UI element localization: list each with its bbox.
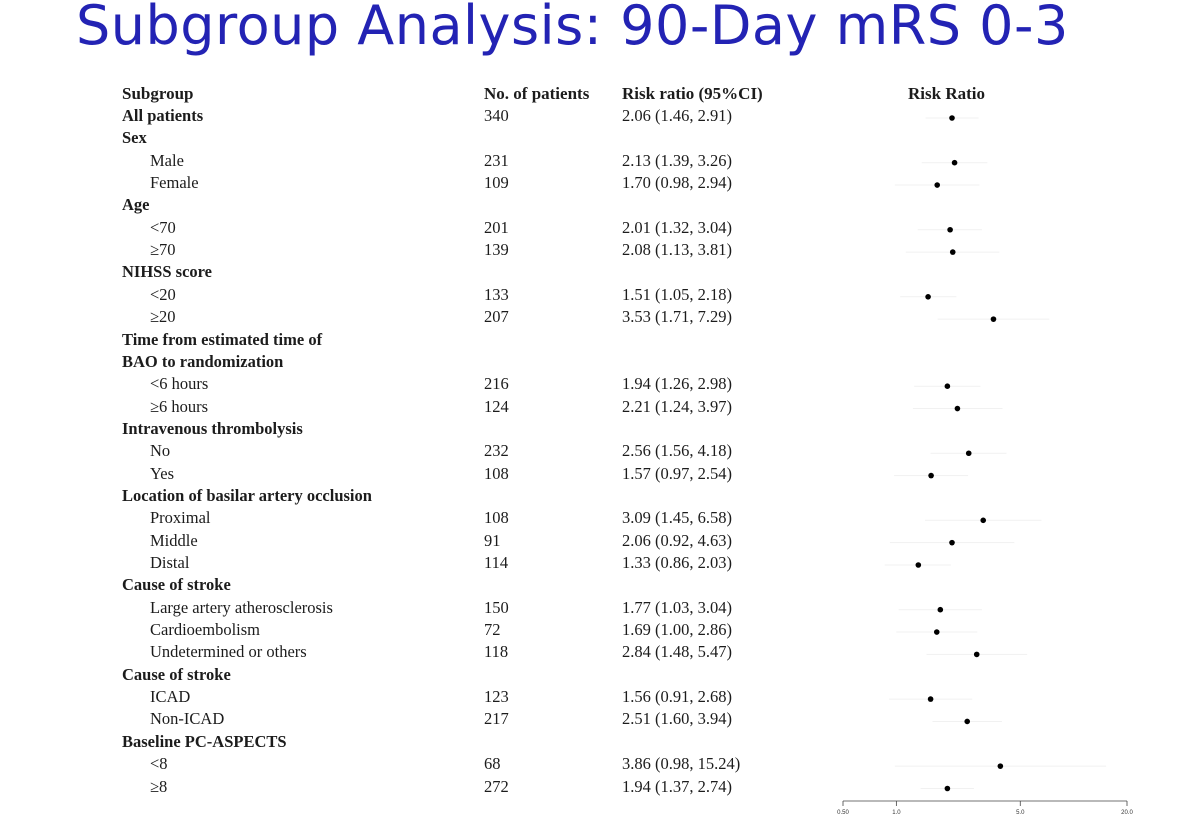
risk-ratio-ci: 2.08 (1.13, 3.81)	[622, 240, 732, 260]
subgroup-label: Cardioembolism	[150, 620, 260, 640]
risk-ratio-ci: 1.94 (1.26, 2.98)	[622, 374, 732, 394]
subgroup-label: <8	[150, 754, 168, 774]
header-subgroup: Subgroup	[122, 84, 194, 103]
patient-count: 114	[484, 553, 509, 572]
risk-ratio-point	[966, 450, 972, 456]
subgroup-label: ≥70	[150, 240, 176, 260]
x-axis-tick-label: 20.0	[1121, 810, 1133, 816]
risk-ratio-ci: 2.06 (1.46, 2.91)	[622, 106, 732, 125]
subgroup-heading: Location of basilar artery occlusion	[122, 485, 372, 505]
subgroup-label: Proximal	[150, 508, 211, 528]
risk-ratio-ci: 1.57 (0.97, 2.54)	[622, 463, 732, 483]
subgroup-heading: All patients	[122, 106, 204, 125]
patient-count: 68	[484, 754, 501, 774]
risk-ratio-point	[938, 607, 944, 613]
risk-ratio-point	[916, 562, 922, 568]
risk-ratio-point	[928, 696, 934, 702]
risk-ratio-point	[934, 629, 940, 635]
risk-ratio-point	[928, 473, 934, 479]
header-risk-ratio-plot: Risk Ratio	[908, 84, 985, 103]
subgroup-label: <20	[150, 284, 176, 304]
risk-ratio-ci: 1.69 (1.00, 2.86)	[622, 620, 732, 640]
risk-ratio-ci: 2.56 (1.56, 4.18)	[622, 441, 732, 461]
patient-count: 272	[484, 776, 509, 796]
risk-ratio-point	[974, 652, 980, 658]
patient-count: 216	[484, 374, 509, 394]
subgroup-label: ≥6 hours	[150, 396, 209, 416]
subgroup-label: No	[150, 441, 171, 461]
subgroup-label: Large artery atherosclerosis	[150, 597, 333, 617]
risk-ratio-ci: 1.51 (1.05, 2.18)	[622, 284, 732, 304]
subgroup-label: ICAD	[150, 687, 191, 707]
x-axis-tick-label: 5.0	[1016, 810, 1025, 816]
patient-count: 123	[484, 687, 509, 707]
risk-ratio-ci: 1.77 (1.03, 3.04)	[622, 597, 732, 617]
subgroup-heading: Cause of stroke	[122, 575, 231, 595]
subgroup-label: ≥8	[150, 776, 168, 796]
subgroup-label: Non-ICAD	[150, 709, 225, 729]
slide-title: Subgroup Analysis: 90-Day mRS 0-3	[76, 0, 1069, 57]
subgroup-heading: Intravenous thrombolysis	[122, 418, 303, 438]
risk-ratio-point	[945, 383, 951, 389]
x-axis-tick-label: 1.0	[892, 810, 901, 816]
patient-count: 91	[484, 530, 501, 550]
risk-ratio-ci: 1.70 (0.98, 2.94)	[622, 173, 732, 193]
risk-ratio-point	[952, 160, 958, 166]
subgroup-label: Female	[150, 173, 199, 193]
subgroup-heading: Age	[122, 195, 150, 215]
risk-ratio-ci: 2.01 (1.32, 3.04)	[622, 217, 732, 237]
patient-count: 133	[484, 284, 509, 304]
patient-count: 72	[484, 620, 501, 640]
risk-ratio-ci: 1.33 (0.86, 2.03)	[622, 553, 732, 572]
header-risk-ratio-ci: Risk ratio (95%CI)	[622, 84, 763, 103]
patient-count: 340	[484, 106, 509, 125]
patient-count: 231	[484, 150, 509, 170]
risk-ratio-point	[934, 182, 940, 188]
patient-count: 109	[484, 173, 509, 193]
risk-ratio-ci: 1.94 (1.37, 2.74)	[622, 776, 732, 796]
subgroup-label: Yes	[150, 463, 175, 483]
risk-ratio-point	[955, 406, 961, 412]
subgroup-label: Undetermined or others	[150, 642, 307, 662]
subgroup-label: ≥20	[150, 307, 176, 327]
risk-ratio-ci: 2.84 (1.48, 5.47)	[622, 642, 732, 662]
patient-count: 124	[484, 396, 509, 416]
patient-count: 139	[484, 240, 509, 260]
x-axis-tick-label: 0.50	[837, 810, 849, 816]
risk-ratio-ci: 2.21 (1.24, 3.97)	[622, 396, 732, 416]
header-patients: No. of patients	[484, 84, 590, 103]
risk-ratio-ci: 2.51 (1.60, 3.94)	[622, 709, 732, 729]
subgroup-label: Distal	[150, 553, 190, 572]
risk-ratio-point	[949, 115, 955, 121]
subgroup-heading: Baseline PC-ASPECTS	[122, 731, 287, 751]
subgroup-label: <6 hours	[150, 374, 209, 394]
risk-ratio-ci: 3.53 (1.71, 7.29)	[622, 307, 732, 327]
patient-count: 201	[484, 217, 509, 237]
subgroup-heading: Cause of stroke	[122, 664, 231, 684]
subgroup-label: <70	[150, 217, 176, 237]
subgroup-label: Male	[150, 150, 184, 170]
patient-count: 217	[484, 709, 509, 729]
patient-count: 118	[484, 642, 509, 662]
subgroup-heading: BAO to randomization	[122, 351, 284, 371]
patient-count: 150	[484, 597, 509, 617]
patient-count: 108	[484, 463, 509, 483]
risk-ratio-ci: 2.06 (0.92, 4.63)	[622, 530, 732, 550]
risk-ratio-point	[950, 249, 956, 255]
risk-ratio-point	[947, 227, 953, 233]
risk-ratio-point	[925, 294, 931, 300]
risk-ratio-ci: 3.86 (0.98, 15.24)	[622, 754, 741, 774]
risk-ratio-point	[949, 540, 955, 546]
risk-ratio-point	[980, 518, 986, 524]
risk-ratio-ci: 3.09 (1.45, 6.58)	[622, 508, 732, 528]
subgroup-heading: NIHSS score	[122, 262, 212, 282]
risk-ratio-ci: 2.13 (1.39, 3.26)	[622, 150, 732, 170]
subgroup-label: Middle	[150, 530, 198, 550]
subgroup-heading: Sex	[122, 128, 147, 148]
patient-count: 232	[484, 441, 509, 461]
risk-ratio-point	[998, 763, 1004, 769]
risk-ratio-point	[964, 719, 970, 725]
subgroup-heading: Time from estimated time of	[122, 329, 323, 349]
patient-count: 207	[484, 307, 509, 327]
risk-ratio-point	[945, 786, 951, 792]
risk-ratio-point	[991, 316, 997, 322]
patient-count: 108	[484, 508, 509, 528]
risk-ratio-ci: 1.56 (0.91, 2.68)	[622, 687, 732, 707]
